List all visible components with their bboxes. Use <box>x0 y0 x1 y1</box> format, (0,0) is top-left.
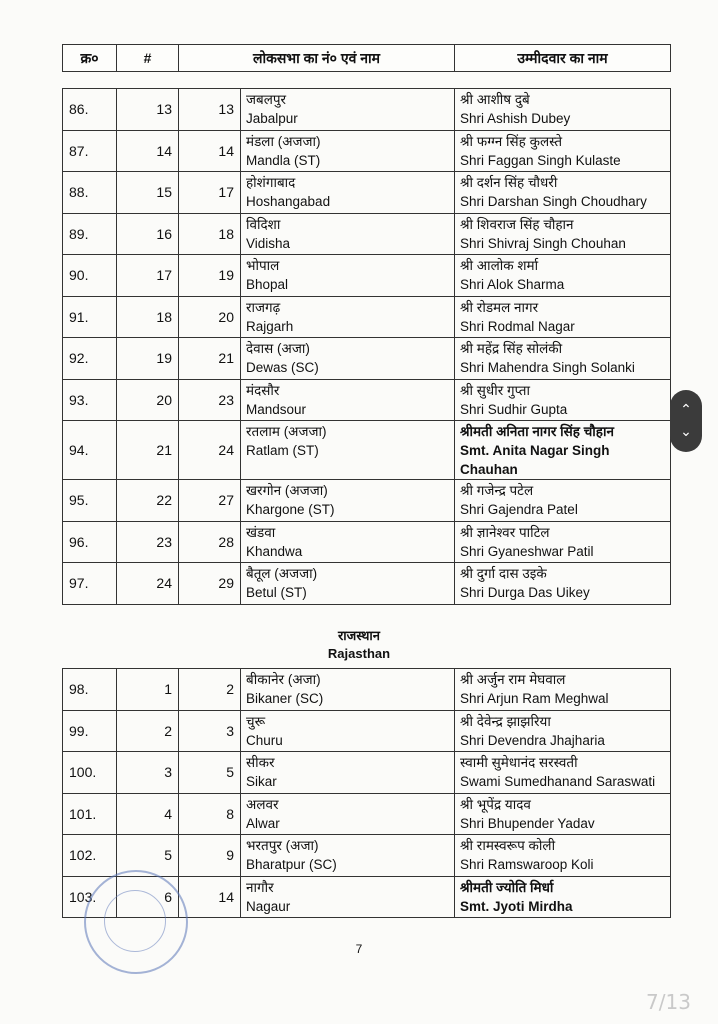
serial-number: 88. <box>63 172 117 214</box>
constituency-name-hindi: रतलाम (अजजा) <box>246 424 327 439</box>
constituency-cell <box>241 338 455 380</box>
serial-number: 103. <box>63 876 117 918</box>
constituency-name-english: Jabalpur <box>246 111 298 126</box>
constituency-number: 24 <box>179 421 241 480</box>
candidate-cell <box>455 213 671 255</box>
serial-number: 98. <box>63 669 117 711</box>
constituency-number: 9 <box>179 835 241 877</box>
constituency-name-hindi: नागौर <box>246 879 274 895</box>
candidate-cell <box>455 876 671 918</box>
state-seat-index: 5 <box>117 835 179 877</box>
table-row <box>63 172 671 214</box>
constituency-cell <box>241 563 455 605</box>
constituency-number: 28 <box>179 521 241 563</box>
constituency-cell <box>241 130 455 172</box>
constituency-name-english: Churu <box>246 732 283 748</box>
constituency-name-english: Khargone (ST) <box>246 502 335 517</box>
candidate-name-hindi: श्री दुर्गा दास उइके <box>460 566 547 581</box>
candidate-name-english: Shri Shivraj Singh Chouhan <box>460 235 626 251</box>
constituency-name-hindi: भरतपुर (अजा) <box>246 838 319 853</box>
constituency-name-hindi: बीकानेर (अजा) <box>246 672 321 687</box>
constituency-name-hindi: सीकर <box>246 755 275 770</box>
candidate-name-hindi: श्री ज्ञानेश्वर पाटिल <box>460 524 550 540</box>
serial-number: 102. <box>63 835 117 877</box>
serial-number: 91. <box>63 296 117 338</box>
state-seat-index: 23 <box>117 521 179 563</box>
serial-number: 99. <box>63 710 117 752</box>
candidate-name-english: Shri Alok Sharma <box>460 277 565 292</box>
table-row <box>63 710 671 752</box>
constituency-cell <box>241 255 455 297</box>
candidate-name-english: Shri Ashish Dubey <box>460 111 571 126</box>
state-seat-index: 14 <box>117 130 179 172</box>
table-row <box>63 255 671 297</box>
constituency-number: 21 <box>179 338 241 380</box>
candidate-name-hindi: श्री आशीष दुबे <box>460 92 530 107</box>
state-seat-index: 3 <box>117 752 179 794</box>
candidate-name-hindi: श्री देवेन्द्र झाझरिया <box>460 713 551 729</box>
candidate-cell <box>455 835 671 877</box>
table-row <box>63 563 671 605</box>
page-number: 7 <box>355 942 363 956</box>
candidate-name-english: Shri Bhupender Yadav <box>460 815 595 831</box>
candidate-cell <box>455 421 671 480</box>
constituency-name-english: Sikar <box>246 774 277 789</box>
state-seat-index: 4 <box>117 793 179 835</box>
constituency-number: 17 <box>179 172 241 214</box>
candidate-cell <box>455 255 671 297</box>
constituency-name-english: Hoshangabad <box>246 194 331 209</box>
state-seat-index: 20 <box>117 379 179 421</box>
serial-number: 87. <box>63 130 117 172</box>
candidate-name-hindi: श्री आलोक शर्मा <box>460 258 539 273</box>
candidate-name-english: Shri Arjun Ram Meghwal <box>460 691 609 706</box>
table-row <box>63 669 671 711</box>
state-seat-index: 1 <box>117 669 179 711</box>
candidate-name-hindi: श्री रोडमल नागर <box>460 299 539 315</box>
constituency-name-hindi: जबलपुर <box>246 92 287 107</box>
candidate-table-mp <box>62 88 671 605</box>
candidate-name-english: Shri Gyaneshwar Patil <box>460 543 594 559</box>
state-title-english: Rajasthan <box>327 646 391 661</box>
constituency-name-hindi: विदिशा <box>246 216 281 232</box>
table-row <box>63 89 671 131</box>
constituency-cell <box>241 521 455 563</box>
candidate-name-hindi: श्री रामस्वरूप कोली <box>460 838 556 853</box>
serial-number: 86. <box>63 89 117 131</box>
candidate-cell <box>455 89 671 131</box>
serial-number: 100. <box>63 752 117 794</box>
constituency-name-hindi: देवास (अजा) <box>246 341 310 356</box>
constituency-name-hindi: होशंगाबाद <box>246 175 296 190</box>
constituency-name-hindi: मंदसौर <box>246 382 280 398</box>
candidate-name-english: Shri Rodmal Nagar <box>460 318 575 334</box>
table-row <box>63 793 671 835</box>
page-scroll-control[interactable] <box>670 390 702 452</box>
state-seat-index: 22 <box>117 480 179 522</box>
candidate-name-english: Shri Gajendra Patel <box>460 502 578 517</box>
constituency-cell <box>241 835 455 877</box>
state-seat-index: 21 <box>117 421 179 480</box>
candidate-name-english: Shri Ramswaroop Koli <box>460 857 594 872</box>
constituency-name-english: Betul (ST) <box>246 585 307 600</box>
constituency-number: 14 <box>179 876 241 918</box>
serial-number: 94. <box>63 421 117 480</box>
candidate-name-hindi: श्री अर्जुन राम मेघवाल <box>460 672 566 687</box>
constituency-number: 18 <box>179 213 241 255</box>
state-seat-index: 19 <box>117 338 179 380</box>
candidate-name-english: Shri Faggan Singh Kulaste <box>460 152 621 168</box>
state-seat-index: 15 <box>117 172 179 214</box>
state-seat-index: 2 <box>117 710 179 752</box>
candidate-cell <box>455 296 671 338</box>
constituency-number: 14 <box>179 130 241 172</box>
candidate-cell <box>455 752 671 794</box>
table-row <box>63 421 671 480</box>
constituency-cell <box>241 793 455 835</box>
candidate-name-hindi: श्री गजेन्द्र पटेल <box>460 483 534 498</box>
constituency-name-english: Bikaner (SC) <box>246 691 324 706</box>
serial-number: 95. <box>63 480 117 522</box>
constituency-cell <box>241 876 455 918</box>
table-row <box>63 835 671 877</box>
constituency-name-hindi: अलवर <box>246 796 279 812</box>
state-seat-index: 6 <box>117 876 179 918</box>
constituency-name-english: Khandwa <box>246 543 303 559</box>
state-seat-index: 13 <box>117 89 179 131</box>
header-candidate: उम्मीदवार का नाम <box>455 45 671 72</box>
constituency-cell <box>241 480 455 522</box>
serial-number: 92. <box>63 338 117 380</box>
candidate-cell <box>455 669 671 711</box>
constituency-number: 2 <box>179 669 241 711</box>
constituency-name-hindi: बैतूल (अजजा) <box>246 566 318 581</box>
constituency-name-english: Rajgarh <box>246 318 294 334</box>
constituency-name-english: Mandla (ST) <box>246 152 321 168</box>
constituency-cell <box>241 296 455 338</box>
table-row <box>63 296 671 338</box>
candidate-name-hindi: श्री महेंद्र सिंह सोलंकी <box>460 341 563 356</box>
constituency-name-hindi: मंडला (अजजा) <box>246 133 321 149</box>
constituency-name-english: Bhopal <box>246 277 289 292</box>
candidate-cell <box>455 563 671 605</box>
chevron-up-icon[interactable]: ⌃ <box>680 401 692 417</box>
table-header <box>62 44 671 72</box>
candidate-name-hindi: श्री शिवराज सिंह चौहान <box>460 216 574 232</box>
page-count-indicator: 7/13 <box>646 990 691 1014</box>
constituency-cell <box>241 213 455 255</box>
table-row <box>63 130 671 172</box>
table-row <box>63 480 671 522</box>
candidate-name-english: Shri Darshan Singh Choudhary <box>460 194 647 209</box>
candidate-name-english: Shri Sudhir Gupta <box>460 401 568 417</box>
candidate-name-hindi: स्वामी सुमेधानंद सरस्वती <box>460 755 578 770</box>
constituency-cell <box>241 421 455 480</box>
candidate-name-english: Shri Durga Das Uikey <box>460 585 590 600</box>
state-seat-index: 16 <box>117 213 179 255</box>
state-seat-index: 17 <box>117 255 179 297</box>
constituency-name-english: Vidisha <box>246 235 291 251</box>
constituency-number: 13 <box>179 89 241 131</box>
constituency-name-english: Alwar <box>246 815 280 831</box>
constituency-number: 8 <box>179 793 241 835</box>
serial-number: 96. <box>63 521 117 563</box>
constituency-name-hindi: खंडवा <box>246 524 276 540</box>
constituency-name-hindi: चुरू <box>246 713 266 729</box>
state-title-hindi: राजस्थान <box>337 628 381 643</box>
constituency-cell <box>241 89 455 131</box>
constituency-name-english: Mandsour <box>246 401 307 417</box>
candidate-name-english: Swami Sumedhanand Saraswati <box>460 774 656 789</box>
candidate-cell <box>455 172 671 214</box>
constituency-cell <box>241 752 455 794</box>
constituency-name-english: Dewas (SC) <box>246 360 319 375</box>
table-row <box>63 521 671 563</box>
constituency-name-hindi: भोपाल <box>246 258 280 273</box>
candidate-cell <box>455 379 671 421</box>
candidate-cell <box>455 521 671 563</box>
header-hash: # <box>117 45 179 72</box>
serial-number: 97. <box>63 563 117 605</box>
table-row <box>63 338 671 380</box>
constituency-number: 20 <box>179 296 241 338</box>
table-row <box>63 379 671 421</box>
constituency-number: 19 <box>179 255 241 297</box>
candidate-name-english: Smt. Jyoti Mirdha <box>460 898 573 914</box>
chevron-down-icon[interactable]: ⌄ <box>680 423 692 439</box>
header-serial: क्र० <box>63 45 117 72</box>
constituency-number: 3 <box>179 710 241 752</box>
serial-number: 93. <box>63 379 117 421</box>
candidate-name-hindi: श्री फग्ग्न सिंह कुलस्ते <box>460 133 563 149</box>
constituency-name-english: Bharatpur (SC) <box>246 857 337 872</box>
candidate-cell <box>455 130 671 172</box>
constituency-cell <box>241 669 455 711</box>
constituency-cell <box>241 379 455 421</box>
constituency-number: 23 <box>179 379 241 421</box>
constituency-cell <box>241 710 455 752</box>
state-seat-index: 18 <box>117 296 179 338</box>
constituency-number: 27 <box>179 480 241 522</box>
serial-number: 89. <box>63 213 117 255</box>
constituency-name-hindi: खरगोन (अजजा) <box>246 483 328 498</box>
candidate-cell <box>455 793 671 835</box>
serial-number: 101. <box>63 793 117 835</box>
constituency-number: 29 <box>179 563 241 605</box>
candidate-name-english: Smt. Anita Nagar Singh Chauhan <box>460 443 610 477</box>
candidate-cell <box>455 338 671 380</box>
candidate-cell <box>455 710 671 752</box>
candidate-name-english: Shri Devendra Jhajharia <box>460 732 605 748</box>
candidate-cell <box>455 480 671 522</box>
candidate-name-hindi: श्रीमती ज्योति मिर्धा <box>460 879 554 895</box>
constituency-number: 5 <box>179 752 241 794</box>
constituency-name-english: Nagaur <box>246 898 291 914</box>
state-seat-index: 24 <box>117 563 179 605</box>
header-constituency: लोकसभा का नं० एवं नाम <box>179 45 455 72</box>
candidate-name-hindi: श्री सुधीर गुप्ता <box>460 382 530 398</box>
constituency-name-english: Ratlam (ST) <box>246 443 319 458</box>
constituency-cell <box>241 172 455 214</box>
table-row <box>63 752 671 794</box>
candidate-name-hindi: श्री दर्शन सिंह चौधरी <box>460 175 558 190</box>
candidate-name-hindi: श्रीमती अनिता नागर सिंह चौहान <box>460 424 614 439</box>
serial-number: 90. <box>63 255 117 297</box>
table-row <box>63 213 671 255</box>
constituency-name-hindi: राजगढ़ <box>246 299 281 315</box>
candidate-name-english: Shri Mahendra Singh Solanki <box>460 360 635 375</box>
candidate-name-hindi: श्री भूपेंद्र यादव <box>460 796 531 812</box>
